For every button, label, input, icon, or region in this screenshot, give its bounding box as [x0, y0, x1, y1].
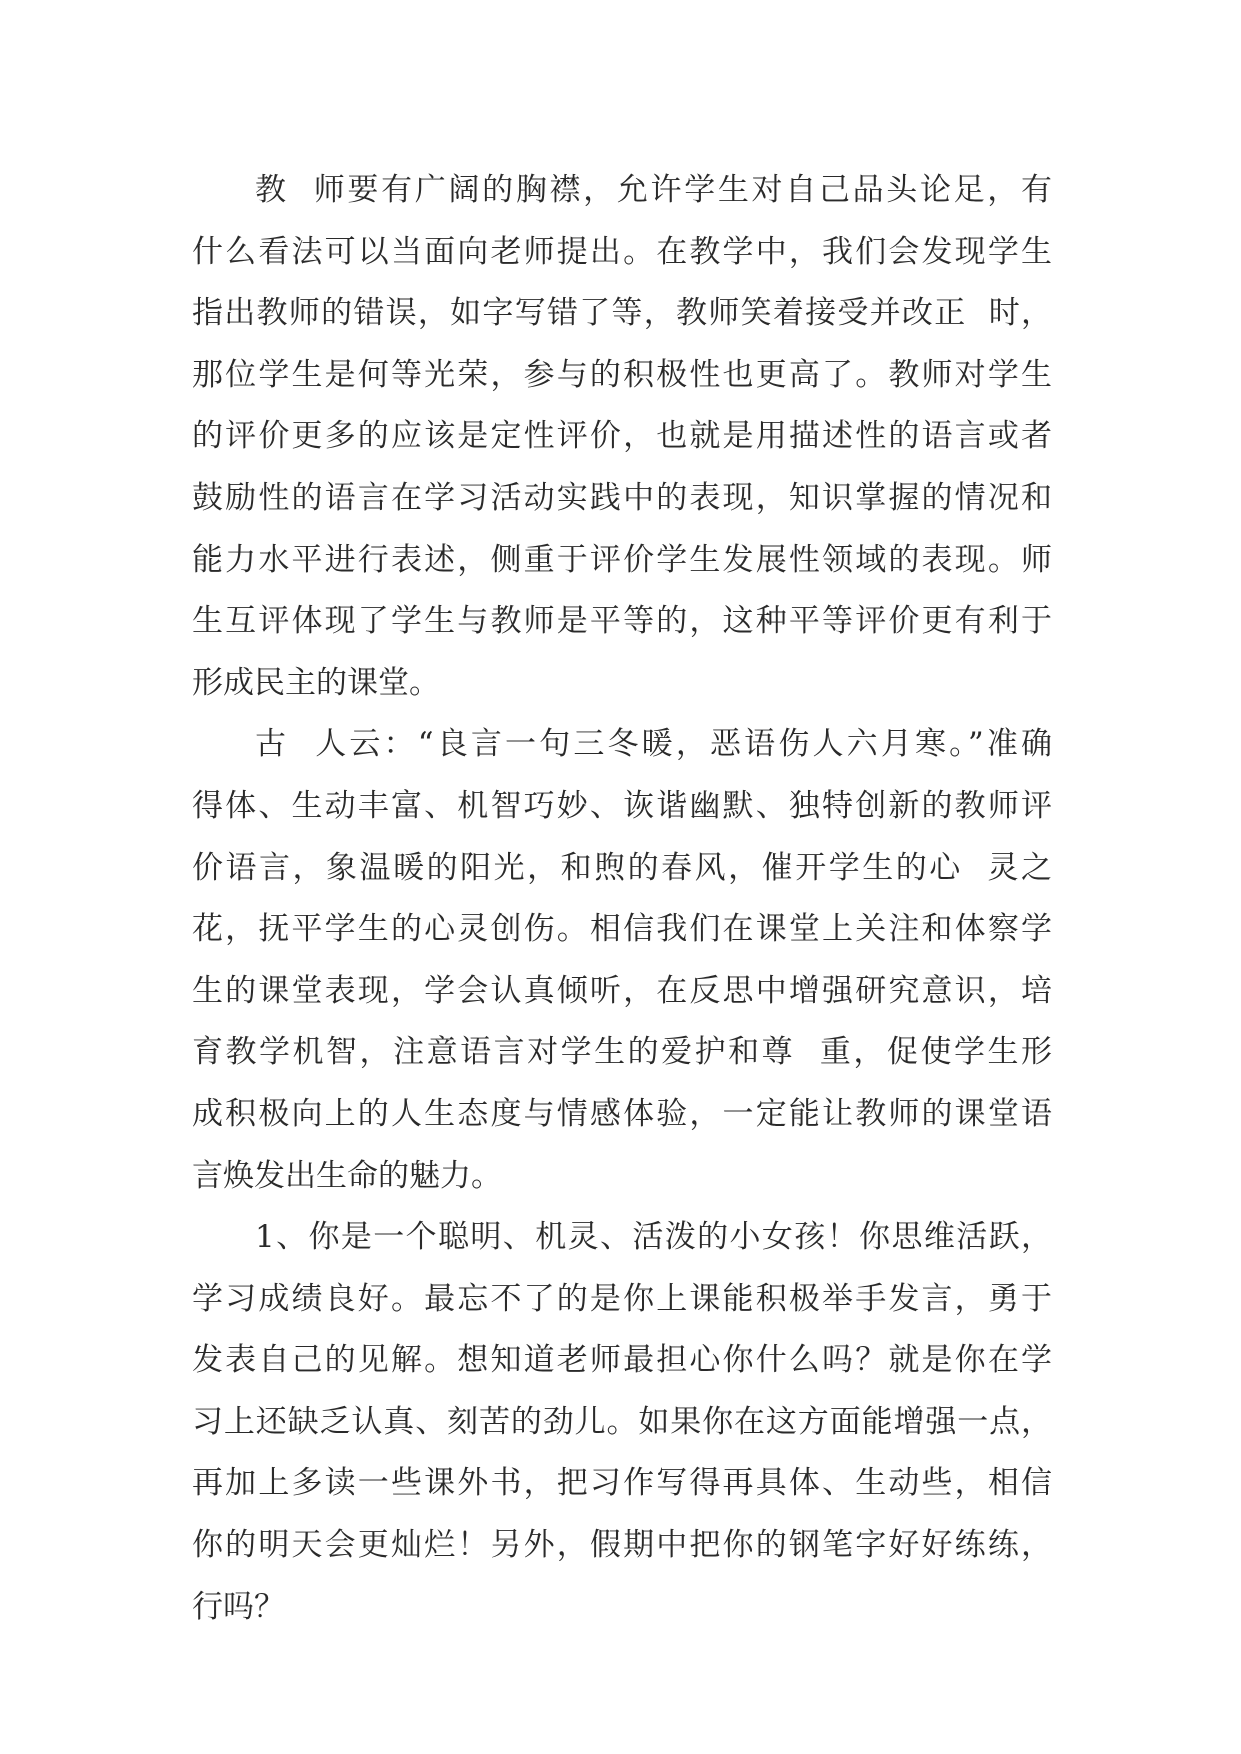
paragraph-line: 鼓励性的语言在学习活动实践中的表现，知识掌握的情况和 — [192, 479, 1052, 516]
paragraph-2 — [192, 714, 1052, 1207]
paragraph-line: 的评价更多的应该是定性评价，也就是用描述性的语言或者 — [192, 418, 1052, 455]
paragraph-line: 生的课堂表现，学会认真倾听，在反思中增强研究意识，培 — [192, 972, 1052, 1009]
paragraph-line: 生互评体现了学生与教师是平等的，这种平等评价更有利于 — [192, 603, 1052, 640]
paragraph-line: 习上还缺乏认真、刻苦的劲儿。如果你在这方面能增强一点， — [192, 1403, 1052, 1440]
paragraph-line: 那位学生是何等光荣，参与的积极性也更高了。教师对学生 — [192, 356, 1052, 393]
paragraph-line: 得体、生动丰富、机智巧妙、诙谐幽默、独特创新的教师评 — [192, 787, 1052, 824]
paragraph-line: 发表自己的见解。想知道老师最担心你什么吗？就是你在学 — [192, 1342, 1052, 1379]
paragraph-line: 形成民主的课堂。 — [192, 664, 440, 701]
paragraph-line: 你的明天会更灿烂！另外，假期中把你的钢笔字好好练练， — [192, 1527, 1052, 1564]
paragraph-line: 教 师要有广阔的胸襟，允许学生对自己品头论足，有 — [255, 172, 1052, 208]
paragraph-line: 1、你是一个聪明、机灵、活泼的小女孩！你思维活跃， — [255, 1219, 1052, 1256]
paragraph-line: 再加上多读一些课外书，把习作写得再具体、生动些，相信 — [192, 1465, 1052, 1502]
paragraph-line: 花，抚平学生的心灵创伤。相信我们在课堂上关注和体察学 — [192, 911, 1052, 948]
paragraph-line: 价语言，象温暖的阳光，和煦的春风，催开学生的心 灵之 — [192, 849, 1052, 886]
paragraph-line: 指出教师的错误，如字写错了等，教师笑着接受并改正 时， — [192, 295, 1052, 332]
document-body — [192, 160, 1052, 1638]
paragraph-line: 行吗？ — [192, 1588, 285, 1625]
paragraph-line: 什么看法可以当面向老师提出。在教学中，我们会发现学生 — [192, 233, 1052, 270]
paragraph-1 — [192, 160, 1052, 714]
paragraph-line: 学习成绩良好。最忘不了的是你上课能积极举手发言，勇于 — [192, 1280, 1052, 1317]
paragraph-3 — [192, 1207, 1052, 1638]
paragraph-line: 古 人云：“良言一句三冬暖，恶语伤人六月寒。”准确 — [255, 726, 1052, 763]
paragraph-line: 言焕发出生命的魅力。 — [192, 1157, 502, 1194]
paragraph-line: 成积极向上的人生态度与情感体验，一定能让教师的课堂语 — [192, 1095, 1052, 1132]
paragraph-line: 育教学机智，注意语言对学生的爱护和尊 重，促使学生形 — [192, 1034, 1052, 1071]
paragraph-line: 能力水平进行表述，侧重于评价学生发展性领域的表现。师 — [192, 541, 1052, 578]
